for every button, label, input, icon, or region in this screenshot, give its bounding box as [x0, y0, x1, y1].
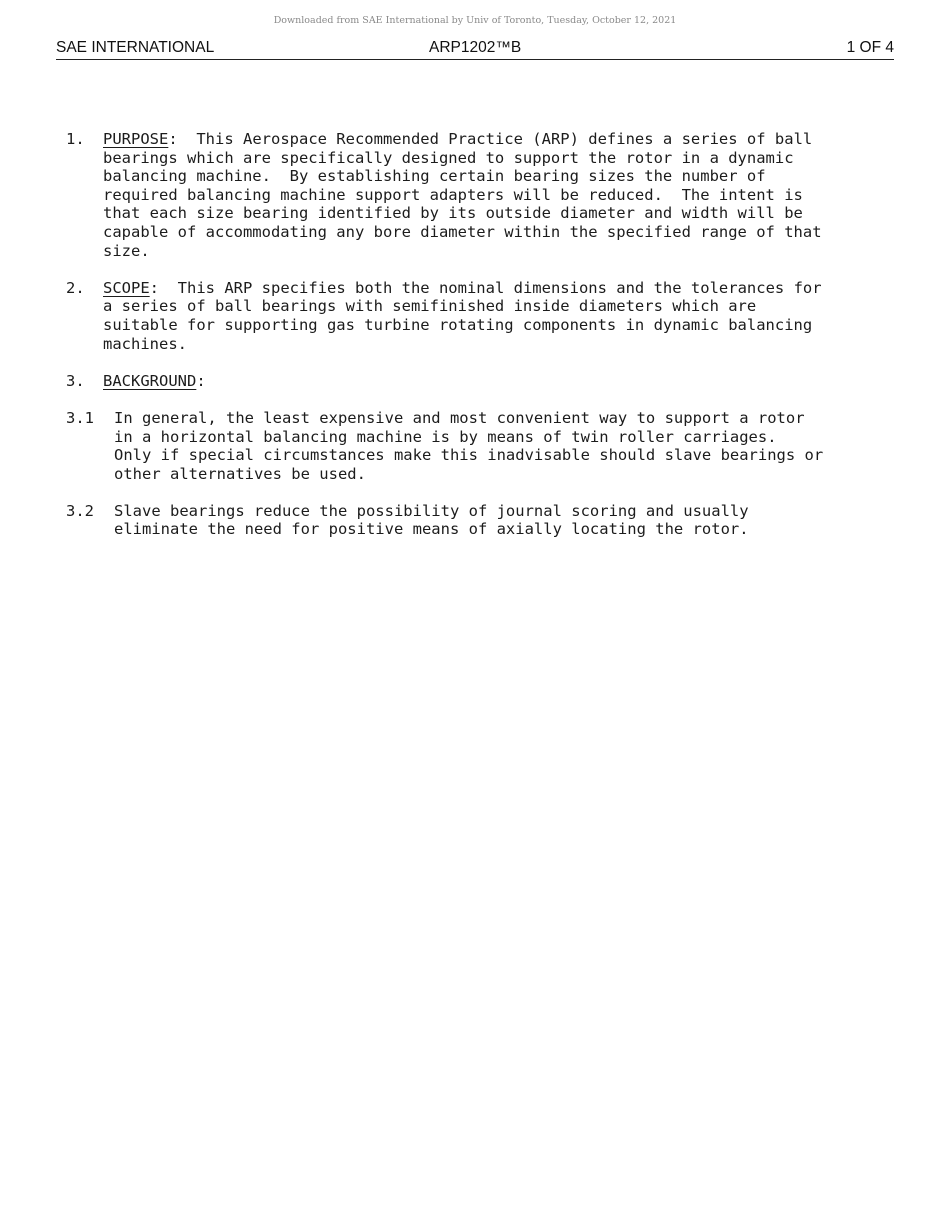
section-number: 1. — [66, 130, 85, 148]
section-number: 3.1 — [66, 408, 94, 427]
page-count: 1 OF 4 — [846, 39, 894, 56]
section-background: 3. BACKGROUND: — [66, 371, 206, 390]
section-text: Slave bearings reduce the possibility of journal scoring and usually eliminate the need for positive means of axially locating the rotor. — [114, 501, 749, 539]
section-3-1 — [0, 409, 950, 483]
section-scope: 2. SCOPE: This ARP specifies both the nominal dimensions and the tolerances for a series of ball bearings with semifinished inside diameters which are suitable for supporting gas turbine rotating components in dynamic balancing machines. — [66, 278, 822, 353]
section-heading: SCOPE — [103, 278, 150, 297]
section-text: This ARP specifies both the nominal dimensions and the tolerances for a series of ball bearings with semifinished inside diameters which are suitable for supporting gas turbine rotating components in dynamic balancing machines. — [103, 278, 822, 353]
section-heading: BACKGROUND — [103, 371, 197, 390]
download-watermark-note: Downloaded from SAE International by Univ of Toronto, Tuesday, October 12, 2021 — [273, 15, 677, 26]
section-number: 3. — [66, 371, 85, 390]
publisher-name: SAE INTERNATIONAL — [56, 39, 215, 56]
section-text: This Aerospace Recommended Practice (ARP) defines a series of ball bearings which are specifically designed to support the rotor in a dynamic balancing machine. By establishing certain bearing sizes the number of required balancing machine support adapters will be reduced. The intent is that each size bearing identified by its outside diameter and width will be capable of accommodating any bore diameter within the specified range of that size. — [103, 130, 822, 260]
page-header — [56, 38, 894, 60]
section-heading: PURPOSE — [103, 130, 169, 148]
section-text: In general, the least expensive and most convenient way to support a rotor in a horizontal balancing machine is by means of twin roller carriages. Only if special circumstances make this inadvisable should slave bearings or other alternatives be used. — [114, 408, 824, 483]
document-body — [0, 130, 950, 558]
section-purpose: 1. PURPOSE: This Aerospace Recommended Practice (ARP) defines a series of ball bearings which are specifically designed to support the rotor in a dynamic balancing machine. By establishing certain bearing sizes the number of required balancing machine support adapters will be reduced. The intent is that each size bearing identified by its outside diameter and width will be capable of accommodating any bore diameter within the specified range of that size. — [66, 130, 822, 260]
document-number: ARP1202™B — [429, 39, 522, 56]
section-number: 2. — [66, 278, 85, 297]
section-number: 3.2 — [66, 501, 94, 520]
section-3-2 — [0, 502, 950, 539]
